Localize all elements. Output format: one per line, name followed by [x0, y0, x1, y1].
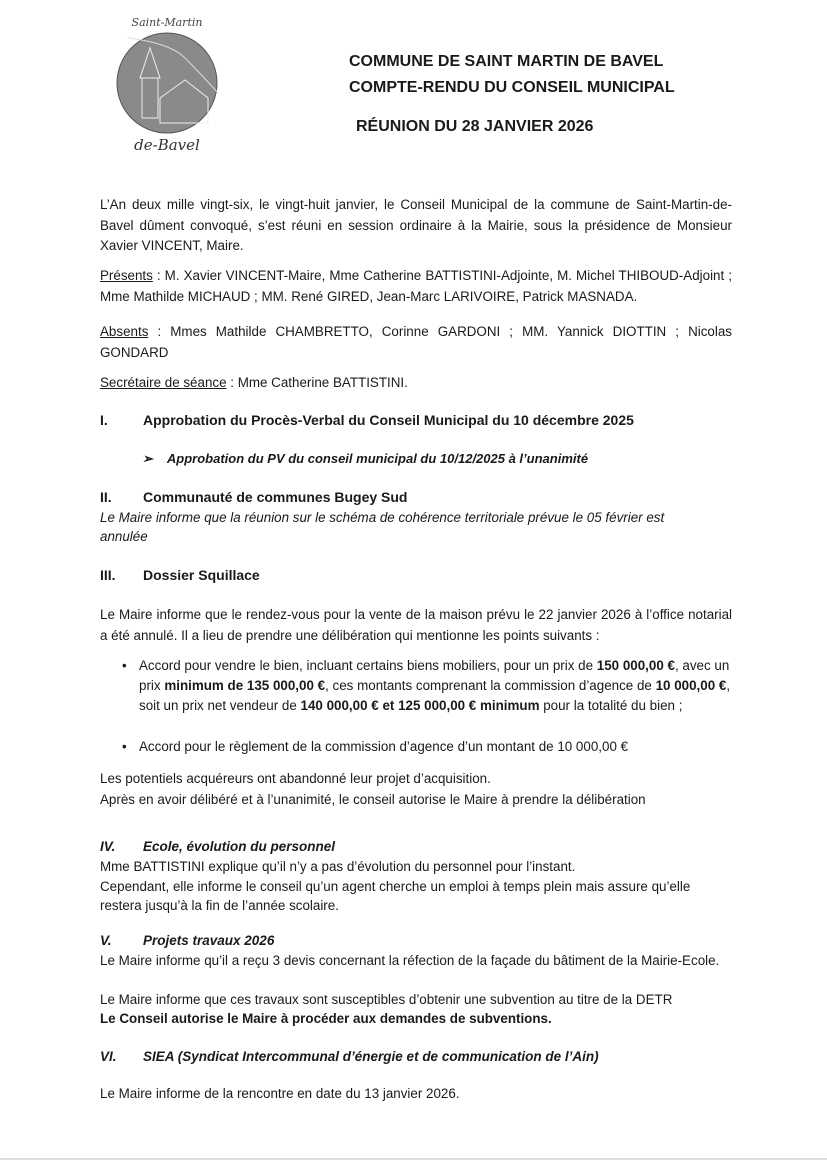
section-5-paragraph-1: Le Maire informe qu’il a reçu 3 devis concernant la réfection de la façade du bâtiment de la Mairie-Ecole. [100, 953, 720, 968]
svg-text:de-Bavel: de-Bavel [134, 136, 200, 154]
text: , avec un prix [139, 658, 730, 693]
section-title: Communauté de communes Bugey Sud [143, 489, 408, 505]
section-title: Projets travaux 2026 [143, 933, 275, 948]
section-4-paragraph-1: Mme BATTISTINI explique qu’il n’y a pas d’évolution du personnel pour l’instant. [100, 859, 576, 874]
section-4-paragraph-2: Cependant, elle informe le conseil qu’un agent cherche un emploi à temps plein mais assure qu’elle restera jusqu’à la fin de l’année scolaire. [100, 879, 691, 913]
section-6-heading [100, 1049, 599, 1064]
bullet-icon: • [122, 658, 127, 673]
presents-paragraph [100, 266, 732, 307]
section-number: II. [100, 489, 112, 505]
section-3-heading [100, 567, 260, 583]
section-3-paragraph-1: Le Maire informe que le rendez-vous pour la vente de la maison prévu le 22 janvier 2026 à l’office notarial a été annulé. Il a lieu de prendre une délibération qui mentionne les points suivants : [100, 607, 732, 643]
presents-list: : M. Xavier VINCENT-Maire, Mme Catherine BATTISTINI-Adjointe, M. Michel THIBOUD-Adjoint ; Mme Mathilde MICHAUD ; MM. René GIRED, Jean-Marc LARIVOIRE, Patrick MASNADA. [100, 268, 732, 304]
section-title: Approbation du Procès-Verbal du Conseil Municipal du 10 décembre 2025 [143, 412, 634, 428]
header-commune: COMMUNE DE SAINT MARTIN DE BAVEL [349, 53, 664, 70]
decision-text: Approbation du PV du conseil municipal du 10/12/2025 à l’unanimité [166, 451, 589, 466]
section-number: III. [100, 567, 116, 583]
presents-label: Présents [100, 268, 153, 283]
commune-logo [110, 8, 225, 158]
net-prices: 140 000,00 € et 125 000,00 € minimum [300, 698, 540, 713]
section-title: Ecole, évolution du personnel [143, 839, 336, 854]
section-5-heading [100, 933, 274, 948]
section-title: Dossier Squillace [143, 567, 260, 583]
page-edge-divider [0, 1158, 827, 1160]
bullet-text: Accord pour le règlement de la commission d’agence d’un montant de 10 000,00 € [139, 739, 629, 754]
text: , soit un prix net vendeur de [139, 678, 731, 713]
section-1-decision [142, 451, 588, 467]
absents-paragraph [100, 322, 732, 363]
section-1-heading [100, 412, 634, 428]
section-4-heading [100, 839, 335, 854]
svg-text:Saint-Martin: Saint-Martin [131, 16, 203, 29]
secretaire-label: Secrétaire de séance [100, 375, 227, 390]
price: 150 000,00 € [596, 658, 675, 673]
section-2-heading [100, 489, 407, 505]
absents-label: Absents [100, 324, 149, 339]
section-title: SIEA (Syndicat Intercommunal d’énergie et de communication de l’Ain) [143, 1049, 599, 1064]
intro-paragraph: L’An deux mille vingt-six, le vingt-huit janvier, le Conseil Municipal de la commune de Saint-Martin-de-Bavel dûment convoqué, s’est réuni en session ordinaire à la Mairie, sous la présidence de Monsieur Xavier VINCENT, Maire. [100, 197, 732, 253]
section-5-paragraph-3: Le Conseil autorise le Maire à procéder aux demandes de subventions. [100, 1011, 552, 1026]
min-price: minimum de 135 000,00 € [164, 678, 326, 693]
absents-list: : Mmes Mathilde CHAMBRETTO, Corinne GARDONI ; MM. Yannick DIOTTIN ; Nicolas GONDARD [100, 324, 732, 360]
text: , ces montants comprenant la commission d’agence de [325, 678, 656, 693]
section-3-bullet-1 [122, 656, 732, 716]
secretaire-paragraph [100, 373, 732, 394]
header-compte-rendu: COMPTE-RENDU DU CONSEIL MUNICIPAL [349, 79, 675, 96]
text: pour la totalité du bien ; [539, 698, 683, 713]
section-number: V. [100, 933, 112, 948]
text: Accord pour vendre le bien, incluant certains biens mobiliers, pour un prix de [139, 658, 597, 673]
bullet-text [139, 656, 732, 716]
section-2-text: Le Maire informe que la réunion sur le schéma de cohérence territoriale prévue le 05 février est annulée [100, 510, 665, 544]
bullet-icon: • [122, 739, 127, 754]
section-6-paragraph-1: Le Maire informe de la rencontre en date du 13 janvier 2026. [100, 1086, 460, 1101]
header-reunion-date: RÉUNION DU 28 JANVIER 2026 [356, 118, 594, 135]
section-3-bullet-2 [122, 737, 732, 757]
section-number: I. [100, 412, 108, 428]
section-3-paragraph-2: Les potentiels acquéreurs ont abandonné leur projet d’acquisition. [100, 771, 491, 786]
section-5-paragraph-2: Le Maire informe que ces travaux sont susceptibles d’obtenir une subvention au titre de la DETR [100, 992, 673, 1007]
commission: 10 000,00 € [655, 678, 727, 693]
section-number: VI. [100, 1049, 117, 1064]
section-number: IV. [100, 839, 116, 854]
arrow-bullet-icon: ➢ [142, 451, 153, 466]
section-3-paragraph-3: Après en avoir délibéré et à l’unanimité, le conseil autorise le Maire à prendre la délibération [100, 792, 646, 807]
secretaire-name: : Mme Catherine BATTISTINI. [226, 375, 408, 390]
